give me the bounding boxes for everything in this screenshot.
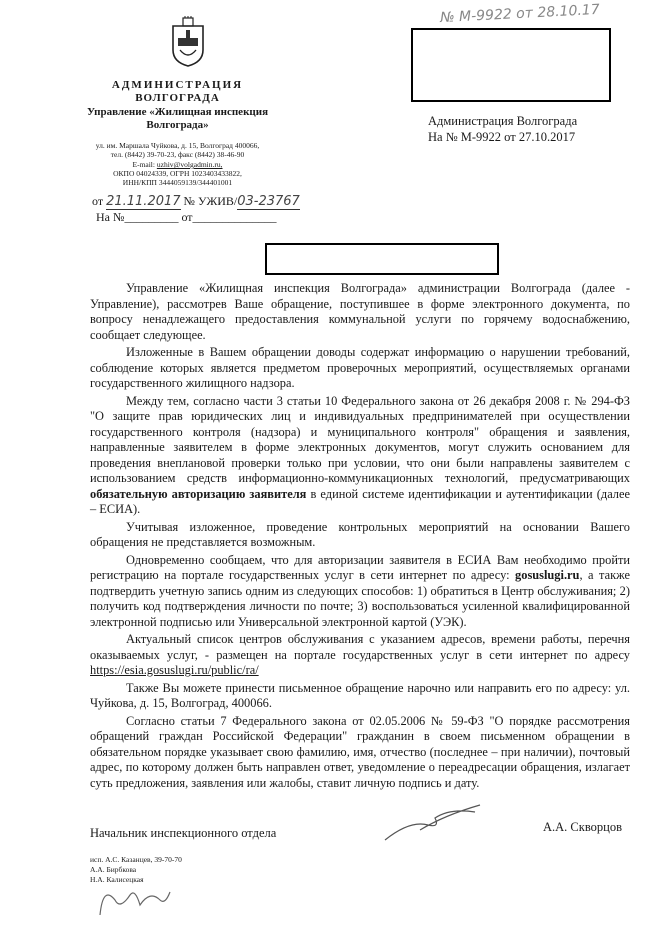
recipient-line-1: Администрация Волгограда xyxy=(428,114,578,128)
outgoing-from-prefix: от xyxy=(92,194,104,208)
letter-body xyxy=(90,281,630,793)
dept-line-2: Волгограда» xyxy=(146,119,209,131)
initials-scribble-icon xyxy=(95,880,175,920)
paragraph-5-tail: , а также подтвердить учетную запись одним из следующих способов: 1) обратиться в Центр обслуживания; 2) получить код подтверждения личности по почте; 3) воспользоваться усиленной квалифицированной электронной подписью или Универсальной электронной картой (УЭК). xyxy=(90,568,631,629)
paragraph-7: Также Вы можете принести письменное обращение нарочно или направить его по адресу: ул. Чуйкова, д. 15, Волгоград, 400066. xyxy=(90,680,630,710)
city-name: ВОЛГОГРАДА xyxy=(135,92,220,104)
redacted-recipient-box xyxy=(411,28,611,102)
reply-to-line xyxy=(96,210,326,225)
coat-of-arms-icon xyxy=(170,16,206,68)
email-label: E-mail: xyxy=(132,160,157,169)
paragraph-3-text: Между тем, согласно части 3 статьи 10 Федерального закона от 26 декабря 2008 г. № 294-ФЗ "О защите прав юридических лиц и индивидуальных предпринимателей при осуществлении государственного контроля (надзора) и муниципального контроля" обращения и заявления, направленные заявителем в форме электронных документов, могут служить основанием для проведения внеплановой проверки только при условии, что они были направлены заявителем с использованием средств информационно-коммуникационных технологий, предусматривающих xyxy=(90,393,630,485)
dept-email-line xyxy=(60,160,295,169)
dept-email[interactable]: uzhiv@volgadmin.ru, xyxy=(156,160,223,169)
reply-from-blank: ______________ xyxy=(192,210,277,224)
executor-line-1: исп. А.С. Казанцев, 39-70-70 xyxy=(90,855,182,864)
dept-line-1: Управление «Жилищная инспекция xyxy=(86,106,269,118)
paragraph-8: Согласно статьи 7 Федерального закона от 02.05.2006 № 59-ФЗ "О порядке рассмотрения обращений граждан Российской Федерации" гражданин в своем письменном обращении в обязательном порядке указывает свою фамилию, имя, отчество (последнее – при наличии), почтовый адрес, по которому должен быть направлен ответ, уведомление о переадресации обращения, излагает суть предложения, заявления или жалобы, ставит личную подпись и дату. xyxy=(90,713,630,790)
paragraph-6-text: Актуальный список центров обслуживания с указанием адресов, времени работы, перечня оказываемых услуг, - размещен на портале государственных услуг в сети интернет по адресу xyxy=(90,632,630,662)
reply-to-prefix: На № xyxy=(96,210,125,224)
outgoing-date: 21.11.2017 xyxy=(106,194,181,209)
registration-stamp: № М-9922 от 28.10.17 xyxy=(439,1,601,27)
handwritten-signature-icon xyxy=(380,800,490,845)
dept-phone: тел. (8442) 39-70-23, факс (8442) 38-46-90 xyxy=(110,150,245,159)
outgoing-number-label: № УЖИВ/ xyxy=(183,194,238,208)
gosuslugi-portal-name: gosuslugi.ru xyxy=(515,568,580,582)
paragraph-2: Изложенные в Вашем обращении доводы содержат информацию о нарушении требований, соблюдение которых является предметом проверочных мероприятий, осуществляемых органами государственного жилищного надзора. xyxy=(90,345,630,390)
org-name: АДМИНИСТРАЦИЯ xyxy=(111,79,244,91)
outgoing-number-line xyxy=(92,194,322,209)
executor-line-2: А.А. Бирбкова xyxy=(90,865,137,874)
dept-inn: ИНН/КПП 3444059139/344401001 xyxy=(122,178,233,187)
paragraph-3-tail: в единой системе идентификации и аутентификации (далее – ЕСИА). xyxy=(90,486,630,516)
dept-address: ул. им. Маршала Чуйкова, д. 15, Волгоград 400066, xyxy=(95,141,260,150)
reply-from-label: от xyxy=(181,210,193,224)
esia-link[interactable]: https://esia.gosuslugi.ru/public/ra/ xyxy=(90,663,259,677)
recipient-block xyxy=(428,113,577,145)
paragraph-5 xyxy=(90,553,630,631)
paragraph-1: Управление «Жилищная инспекция Волгограда» администрации Волгограда (далее - Управление), рассмотрев Ваше обращение, поступившее в форме электронного документа, по вопросу ненадлежащего предоставления коммунальной услуги по горячему водоснабжению, сообщает следующее. xyxy=(90,281,630,342)
reply-to-blank: _________ xyxy=(124,210,179,224)
executor-line-3: Н.А. Калисецкая xyxy=(90,875,144,884)
signer-position: Начальник инспекционного отдела xyxy=(90,826,277,840)
recipient-line-2: На № М-9922 от 27.10.2017 xyxy=(428,130,576,144)
signer-name: А.А. Скворцов xyxy=(543,820,622,834)
paragraph-6 xyxy=(90,632,630,679)
dept-okpo: ОКПО 04024339, ОГРН 1023403433822, xyxy=(113,169,242,178)
paragraph-3 xyxy=(90,394,630,518)
outgoing-number: 03-23767 xyxy=(237,194,300,209)
paragraph-4: Учитывая изложенное, проведение контрольных мероприятий на основании Вашего обращения не представляется возможным. xyxy=(90,519,630,549)
redacted-addressee-box xyxy=(265,243,499,275)
paragraph-5-text: Одновременно сообщаем, что для авторизации заявителя в ЕСИА Вам необходимо пройти регистрацию на портале государственных услуг в сети интернет по адресу: xyxy=(90,552,630,582)
mandatory-authorization-phrase: обязательную авторизацию заявителя xyxy=(90,486,307,501)
